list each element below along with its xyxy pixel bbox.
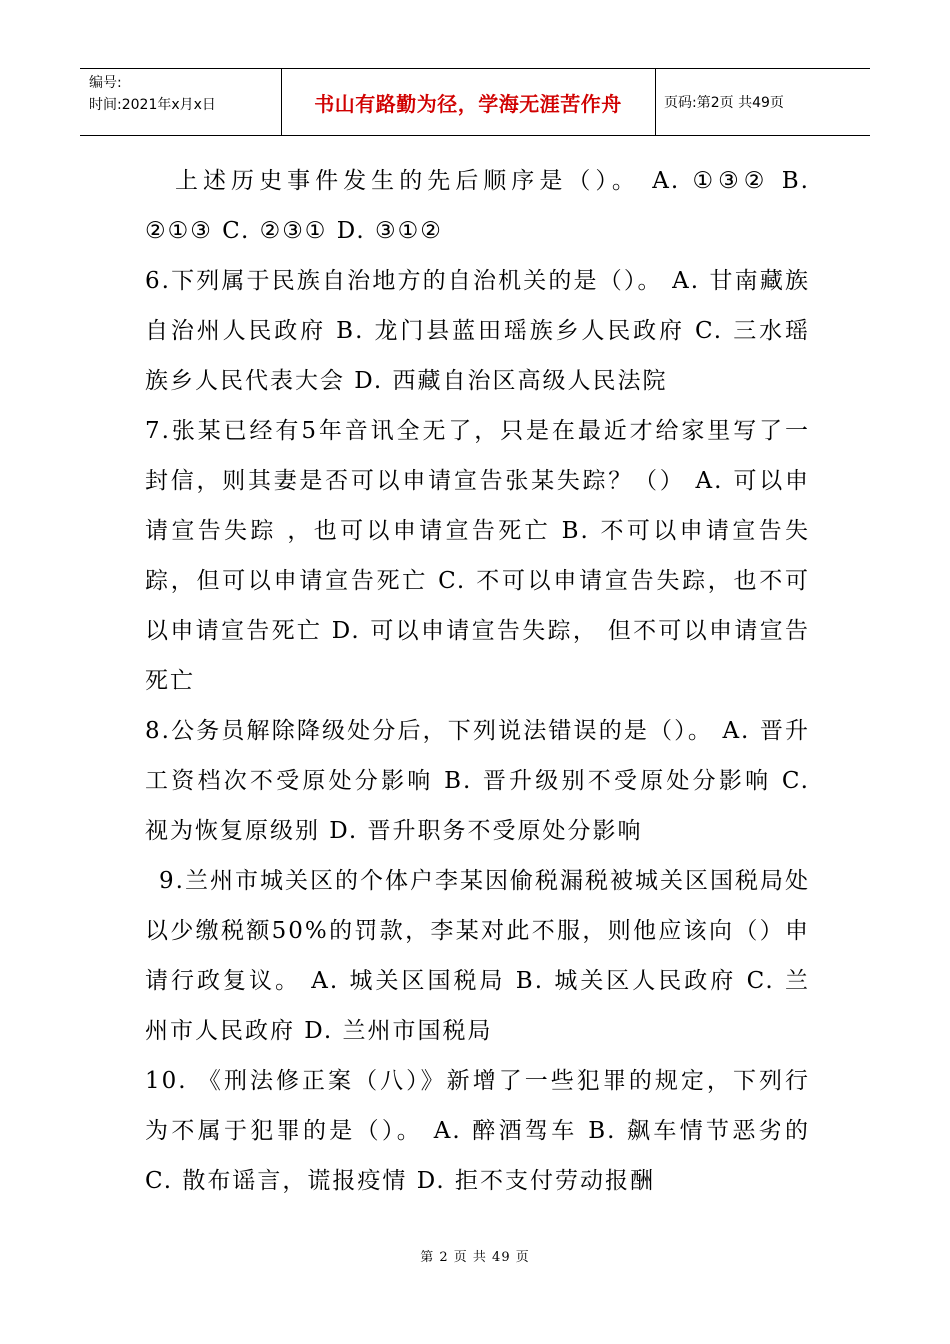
document-body	[145, 156, 810, 1206]
page-header	[80, 68, 870, 136]
paragraph-question-9: 9.兰州市城关区的个体户李某因偷税漏税被城关区国税局处以少缴税额50%的罚款，李某对此不服，则他应该向（）申请行政复议。 A. 城关区国税局 B. 城关区人民政府 C. 兰州市人民政府 D. 兰州市国税局	[145, 868, 810, 1044]
paragraph-question-7: 7.张某已经有5年音讯全无了，只是在最近才给家里写了一封信，则其妻是否可以申请宣告张某失踪？（） A. 可以申请宣告失踪 ，也可以申请宣告死亡 B. 不可以申请宣告失踪，但可以申请宣告死亡 C. 不可以申请宣告失踪，也不可以申请宣告死亡 D. 可以申请宣告失踪， 但不可以申请宣告死亡	[145, 418, 810, 694]
paragraph-question-8: 8.公务员解除降级处分后，下列说法错误的是（）。 A. 晋升工资档次不受原处分影响 B. 晋升级别不受原处分影响 C. 视为恢复原级别 D. 晋升职务不受原处分影响	[145, 718, 810, 844]
paragraph-question-5-options: 上述历史事件发生的先后顺序是（）。 A. ①③② B. ②①③ C. ②③① D. ③①②	[145, 168, 810, 244]
header-meta	[89, 72, 216, 116]
number-label: 编号:	[89, 75, 122, 91]
page-footer: 第 2 页 共 49 页	[420, 1250, 530, 1265]
header-motto: 书山有路勤为径，学海无涯苦作舟	[314, 91, 622, 116]
header-divider	[655, 69, 656, 135]
time-label: 时间:2021年x月x日	[89, 97, 216, 113]
header-page-info: 页码:第2页 共49页	[664, 95, 784, 111]
paragraph-question-10: 10. 《刑法修正案（八）》新增了一些犯罪的规定，下列行为不属于犯罪的是（）。 A. 醉酒驾车 B. 飙车情节恶劣的 C. 散布谣言，谎报疫情 D. 拒不支付劳动报酬	[145, 1068, 810, 1194]
paragraph-question-6: 6.下列属于民族自治地方的自治机关的是（）。 A. 甘南藏族自治州人民政府 B. 龙门县蓝田瑶族乡人民政府 C. 三水瑶族乡人民代表大会 D. 西藏自治区高级人民法院	[145, 268, 810, 394]
